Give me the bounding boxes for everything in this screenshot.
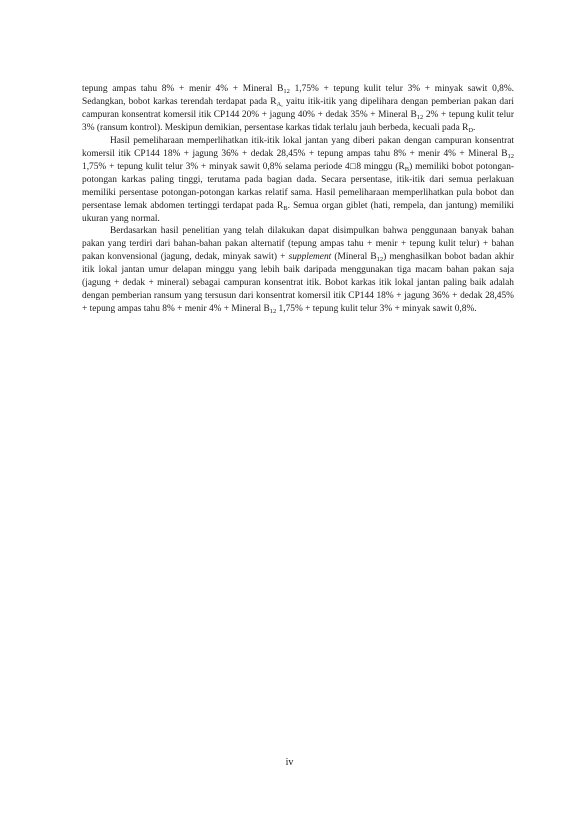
paragraph-2: Hasil pemeliharaan memperlihatkan itik-itik lokal jantan yang diberi pakan dengan campuran konsentrat komersil itik CP144 18% + jagung 36% + dedak 28,45% + tepung ampas tahu 8% + menir 4% + Mineral $B_{12}$ 1,75% + tepung kulit telur 3% + minyak sawit 0,8% selama periode 4□8 minggu $(R_B)$ memiliki bobot potongan-potongan karkas paling tinggi, terutama pada bagian dada. Secara persentase, itik-itik dari semua perlakuan memiliki persentase potongan-potongan karkas relatif sama. Hasil pemeliharaan memperlihatkan pula bobot dan persentase lemak abdomen tertinggi terdapat pada $R_B$. Semua organ giblet (hati, rempela, dan jantung) memiliki ukuran yang normal.	[82, 135, 515, 224]
paragraph-3: Berdasarkan hasil penelitian yang telah dilakukan dapat disimpulkan bahwa penggunaan banyak bahan pakan yang terdiri dari bahan-bahan pakan alternatif (tepung ampas tahu + menir + tepung kulit telur) + bahan pakan konvensional (jagung, dedak, minyak sawit) + supplement (Mineral $B_{12}$) menghasilkan bobot badan akhir itik lokal jantan umur delapan minggu yang lebih baik daripada menggunakan tiga macam bahan pakan saja (jagung + dedak + mineral) sebagai campuran konsentrat itik. Bobot karkas itik lokal jantan paling baik adalah dengan pemberian ransum yang tersusun dari konsentrat komersil itik CP144 18% + jagung 36% + dedak 28,45% + tepung ampas tahu 8% + menir 4% + Mineral $B_{12}$ 1,75% + tepung kulit telur 3% + minyak sawit 0,8%.	[82, 226, 515, 315]
summary-text	[82, 83, 514, 316]
page-number: iv	[285, 757, 294, 768]
paragraph-1: tepung ampas tahu 8% + menir 4% + Mineral $B_{12}$ 1,75% + tepung kulit telur 3% + minyak sawit 0,8%. Sedangkan, bobot karkas terendah terdapat pada $R_{A,}$ yaitu itik-itik yang dipelihara dengan pemberian pakan dari campuran konsentrat komersil itik CP144 20% + jagung 40% + dedak 35% + Mineral $B_{12}$ 2% + tepung kulit telur 3% (ransum kontrol). Meskipun demikian, persentase karkas tidak terlalu jauh berbeda, kecuali pada $R_D$.	[82, 84, 514, 134]
